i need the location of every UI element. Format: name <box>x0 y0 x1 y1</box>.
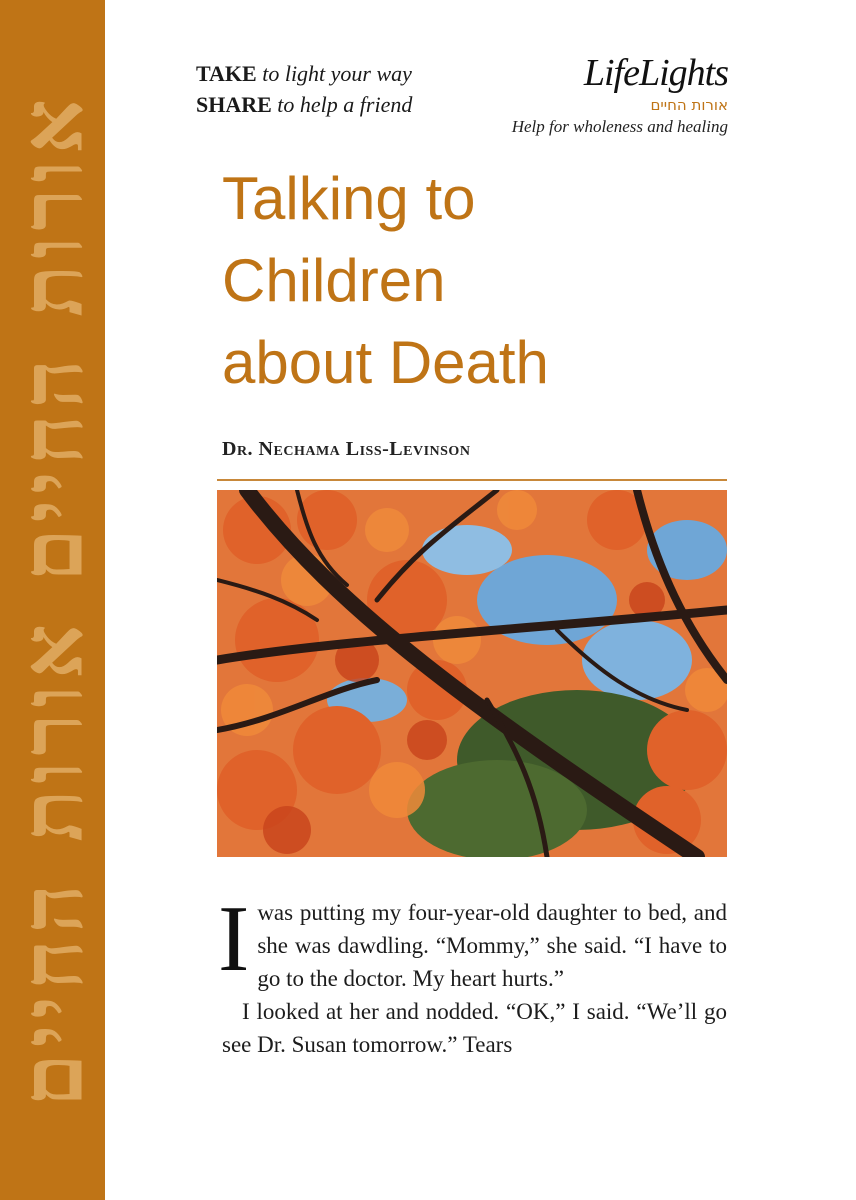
take-word: TAKE <box>196 61 257 86</box>
logo-hebrew: אורות החיים <box>650 96 728 114</box>
author-name: Dr. Nechama Liss-Levinson <box>222 438 471 460</box>
excerpt-paragraph-1: was putting my four-year-old daughter to bed, and she was dawdling. “Mommy,” she said. “I have to go to the doctor. My heart hurts.” <box>257 900 727 991</box>
excerpt-text <box>218 887 727 1061</box>
share-rest: to help a friend <box>277 92 413 117</box>
book-title <box>222 158 549 404</box>
share-word: SHARE <box>196 92 272 117</box>
logo-name: LifeLights <box>583 52 728 94</box>
share-line <box>196 89 412 120</box>
excerpt-paragraph-2: I looked at her and nodded. “OK,” I said. “We’ll go see Dr. Susan tomorrow.” Tears <box>222 999 727 1057</box>
take-line <box>196 58 412 89</box>
cover-photo-autumn-branches <box>217 490 727 857</box>
title-line-1: Talking to <box>222 165 476 232</box>
take-share-tagline <box>196 58 412 120</box>
take-rest: to light your way <box>262 61 412 86</box>
title-line-3: about Death <box>222 329 549 396</box>
cover-spine <box>0 0 105 1200</box>
spine-hebrew-title: אורות החיים אורות החיים <box>1 93 103 1107</box>
title-line-2: Children <box>222 247 446 314</box>
lifelights-logo <box>512 52 728 138</box>
logo-tagline: Help for wholeness and healing <box>511 117 728 136</box>
divider-rule <box>217 479 727 481</box>
drop-cap: I <box>218 887 250 991</box>
